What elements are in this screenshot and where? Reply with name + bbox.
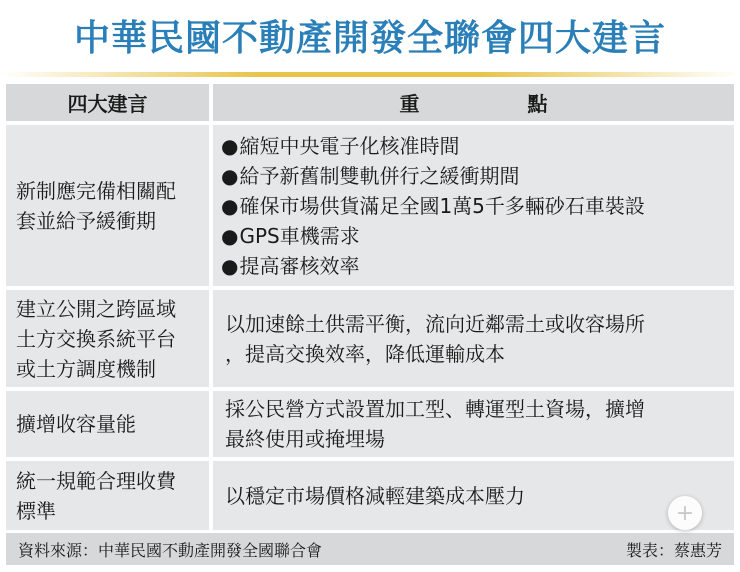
bullet-icon: ●	[221, 193, 239, 218]
bullet-item: ●給予新舊制雙軌併行之緩衝期間	[221, 161, 645, 191]
key-point-line: 最終使用或掩埋場	[225, 427, 385, 451]
recommendation-cell	[6, 290, 209, 387]
recommendation-line: 擴增收容量能	[16, 412, 136, 436]
bullet-list	[221, 131, 645, 281]
recommendation-line: 土方交換系統平台	[16, 326, 176, 351]
recommendation-line: 新制應完備相關配	[16, 178, 176, 203]
recommendation-line: 或土方調度機制	[16, 356, 156, 381]
recommendation-line: 標準	[16, 498, 56, 523]
credit-note: 製表：蔡惠芳	[625, 540, 722, 560]
bullet-item: ●確保市場供貨滿足全國1萬5千多輛砂石車裝設	[221, 191, 645, 221]
bullet-item: ●縮短中央電子化核准時間	[221, 131, 645, 161]
recommendation-cell	[6, 461, 209, 530]
key-points-cell	[213, 125, 734, 286]
key-point-line: ，提高交換效率，降低運輸成本	[225, 341, 505, 366]
recommendation-line: 建立公開之跨區域	[16, 296, 176, 321]
recommendation-cell	[6, 391, 209, 457]
page-title: 中華民國不動產開發全聯會四大建言	[73, 18, 666, 59]
header-right-label: 重 點	[399, 92, 592, 116]
table-header	[6, 84, 734, 121]
key-points-cell	[213, 290, 734, 387]
bullet-icon: ●	[221, 163, 239, 188]
header-left	[6, 84, 209, 121]
key-point-line: 以加速餘土供需平衡，流向近鄰需土或收容場所	[225, 311, 645, 336]
key-points-cell	[213, 391, 734, 457]
bullet-icon: ●	[221, 253, 239, 278]
recommendation-line: 套並給予緩衝期	[16, 208, 156, 233]
recommendations-table	[6, 84, 734, 530]
header-left-label: 四大建言	[67, 92, 148, 116]
table-row	[6, 125, 734, 286]
recommendation-line: 統一規範合理收費	[16, 468, 176, 493]
key-point-line: 以穩定市場價格減輕建築成本壓力	[225, 483, 525, 508]
key-points-cell	[213, 461, 734, 530]
table-footer	[6, 533, 734, 565]
title-underline	[0, 72, 740, 77]
header-right	[213, 84, 734, 121]
table-row	[6, 290, 734, 387]
bullet-icon: ●	[221, 223, 239, 248]
bullet-icon: ●	[221, 133, 239, 158]
bullet-item: ●提高審核效率	[221, 251, 645, 281]
table-row	[6, 461, 734, 530]
plus-circle-icon[interactable]: +	[668, 496, 702, 530]
source-note: 資料來源：中華民國不動產開發全國聯合會	[18, 540, 323, 560]
bullet-item: ●GPS車機需求	[221, 221, 645, 251]
key-point-line: 採公民營方式設置加工型、轉運型土資場，擴增	[225, 397, 645, 421]
recommendation-cell	[6, 125, 209, 286]
table-row	[6, 391, 734, 457]
